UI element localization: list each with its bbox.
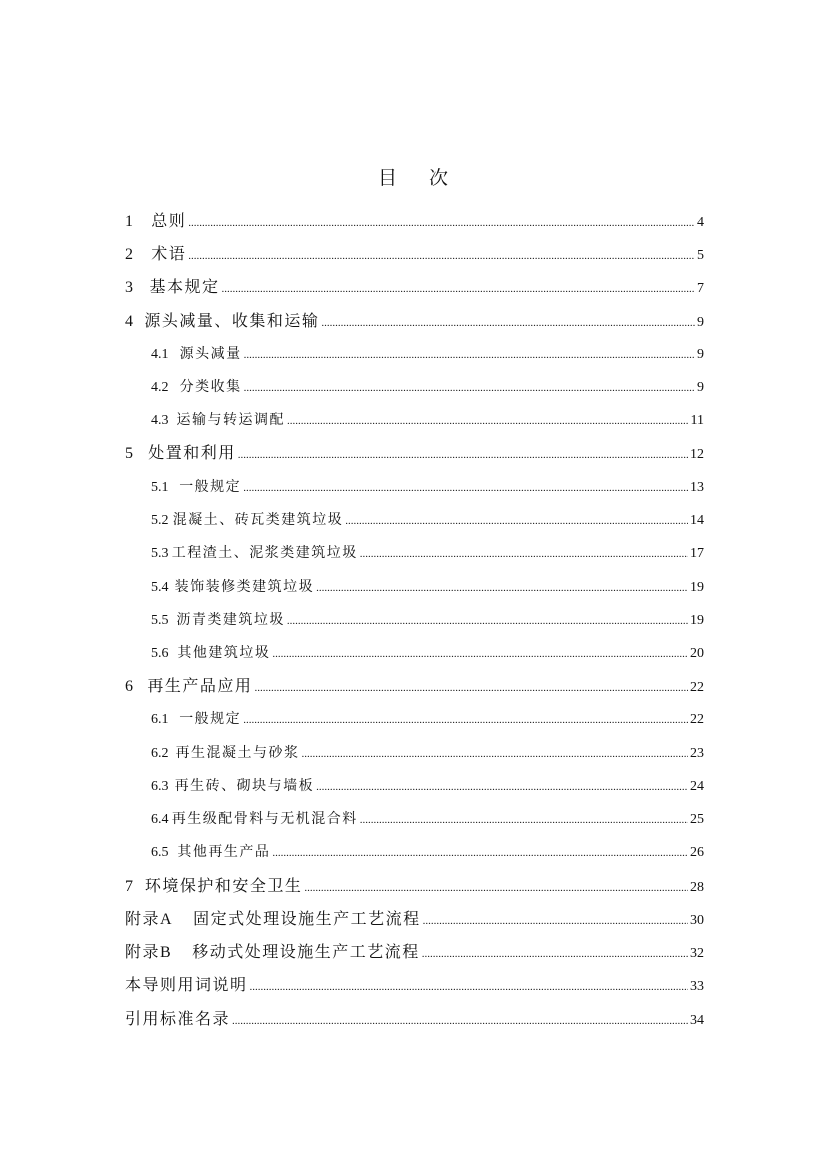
toc-subentry[interactable] [151, 773, 704, 799]
entry-page: 33 [690, 979, 704, 994]
entry-page: 32 [690, 946, 704, 961]
entry-number: 5.4 [151, 580, 169, 595]
toc-subentry[interactable] [151, 574, 704, 600]
toc-subentry[interactable] [151, 474, 704, 500]
toc-entry[interactable] [125, 673, 704, 699]
title-part-2: 次 [429, 167, 449, 189]
dot-leader [188, 210, 695, 236]
dot-leader [302, 741, 689, 767]
toc-subentry[interactable] [151, 806, 704, 832]
entry-number: 4.2 [151, 380, 169, 395]
entry-number: 6 [125, 678, 133, 695]
entry-page: 26 [690, 845, 704, 860]
entry-title: 再生砖、砌块与墙板 [174, 778, 315, 794]
entry-number: 附录B [125, 944, 173, 961]
entry-title: 处置和利用 [148, 443, 236, 462]
entry-title: 基本规定 [149, 277, 220, 296]
entry-number: 5 [125, 445, 133, 462]
dot-leader [287, 608, 688, 634]
entry-title: 一般规定 [179, 711, 242, 727]
entry-page: 9 [697, 347, 704, 362]
dot-leader [360, 541, 688, 567]
dot-leader [321, 310, 695, 336]
entry-title: 再生混凝土与砂浆 [175, 745, 300, 761]
entry-number: 4.1 [151, 347, 169, 362]
entry-title: 移动式处理设施生产工艺流程 [192, 942, 420, 961]
entry-page: 25 [690, 812, 704, 827]
entry-number: 附录A [125, 911, 174, 928]
entry-page: 17 [690, 546, 704, 561]
toc-entry-appendix[interactable] [125, 939, 704, 965]
entry-page: 24 [690, 779, 704, 794]
entry-title: 运输与转运调配 [176, 412, 285, 428]
toc-subentry[interactable] [151, 507, 704, 533]
entry-number: 6.2 [151, 746, 169, 761]
dot-leader [316, 575, 688, 601]
entry-title: 引用标准名录 [125, 1009, 231, 1028]
entry-page: 30 [690, 913, 704, 928]
dot-leader [287, 408, 689, 434]
dot-leader [232, 1008, 688, 1034]
entry-title: 本导则用词说明 [125, 975, 248, 994]
dot-leader [272, 840, 688, 866]
toc-entry[interactable] [125, 1006, 704, 1032]
entry-page: 7 [697, 281, 704, 296]
entry-number: 6.4 [151, 812, 169, 827]
entry-number: 4 [125, 313, 133, 330]
entry-number: 6.1 [151, 712, 169, 727]
entry-page: 5 [697, 248, 704, 263]
entry-title: 其他建筑垃圾 [177, 645, 271, 661]
entry-page: 14 [690, 513, 704, 528]
toc-entry[interactable] [125, 274, 704, 300]
dot-leader [423, 908, 688, 934]
toc-subentry[interactable] [151, 839, 704, 865]
entry-number: 6.5 [151, 845, 169, 860]
entry-title: 装饰装修类建筑垃圾 [174, 579, 315, 595]
entry-title: 分类收集 [179, 379, 242, 395]
dot-leader [244, 375, 695, 401]
toc-entry[interactable] [125, 972, 704, 998]
entry-number: 5.2 [151, 513, 169, 528]
entry-page: 34 [690, 1013, 704, 1028]
entry-page: 12 [690, 447, 704, 462]
toc-subentry[interactable] [151, 607, 704, 633]
dot-leader [188, 243, 695, 269]
toc-entry[interactable] [125, 873, 704, 899]
toc-subentry[interactable] [151, 706, 704, 732]
dot-leader [254, 675, 688, 701]
entry-title: 再生级配骨料与无机混合料 [171, 811, 358, 827]
entry-page: 22 [690, 680, 704, 695]
entry-title: 沥青类建筑垃圾 [176, 612, 285, 628]
toc-entry-appendix[interactable] [125, 906, 704, 932]
entry-title: 环境保护和安全卫生 [144, 876, 303, 895]
entry-title: 源头减量 [179, 346, 242, 362]
dot-leader [250, 974, 688, 1000]
entry-title: 术语 [151, 244, 187, 263]
entry-number: 3 [125, 279, 133, 296]
entry-page: 11 [690, 413, 704, 428]
toc-entry[interactable] [125, 241, 704, 267]
entry-number: 2 [125, 246, 133, 263]
toc-entry[interactable] [125, 308, 704, 334]
entry-title: 一般规定 [179, 479, 242, 495]
entry-number: 5.5 [151, 613, 169, 628]
entry-page: 20 [690, 646, 704, 661]
dot-leader [316, 774, 688, 800]
dot-leader [243, 475, 688, 501]
entry-title: 再生产品应用 [147, 676, 253, 695]
toc-entry[interactable] [125, 208, 704, 234]
dot-leader [238, 442, 688, 468]
toc-entry[interactable] [125, 440, 704, 466]
title-part-1: 目 [377, 167, 397, 189]
entry-title: 其他再生产品 [177, 844, 271, 860]
entry-page: 9 [697, 380, 704, 395]
entry-page: 4 [697, 215, 704, 230]
entry-number: 6.3 [151, 779, 169, 794]
entry-title: 混凝土、砖瓦类建筑垃圾 [172, 512, 344, 528]
dot-leader [360, 807, 688, 833]
entry-title: 源头减量、收集和运输 [144, 311, 320, 330]
entry-number: 1 [125, 213, 133, 230]
dot-leader [345, 508, 688, 534]
entry-page: 23 [690, 746, 704, 761]
entry-page: 19 [690, 580, 704, 595]
dot-leader [244, 342, 695, 368]
dot-leader [272, 641, 688, 667]
dot-leader [222, 276, 696, 302]
dot-leader [422, 941, 688, 967]
toc-subentry[interactable] [151, 640, 704, 666]
toc-subentry[interactable] [151, 374, 704, 400]
dot-leader [304, 875, 688, 901]
toc-subentry[interactable] [151, 740, 704, 766]
entry-page: 28 [690, 880, 704, 895]
entry-page: 13 [690, 480, 704, 495]
entry-number: 5.6 [151, 646, 169, 661]
entry-title: 工程渣土、泥浆类建筑垃圾 [171, 545, 358, 561]
toc-subentry[interactable] [151, 540, 704, 566]
entry-number: 7 [125, 878, 133, 895]
entry-number: 5.1 [151, 480, 169, 495]
entry-page: 9 [697, 315, 704, 330]
entry-page: 19 [690, 613, 704, 628]
entry-title: 总则 [151, 211, 187, 230]
entry-page: 22 [690, 712, 704, 727]
entry-title: 固定式处理设施生产工艺流程 [193, 909, 421, 928]
toc-subentry[interactable] [151, 341, 704, 367]
entry-number: 4.3 [151, 413, 169, 428]
toc-subentry[interactable] [151, 407, 704, 433]
dot-leader [243, 707, 688, 733]
entry-number: 5.3 [151, 546, 169, 561]
